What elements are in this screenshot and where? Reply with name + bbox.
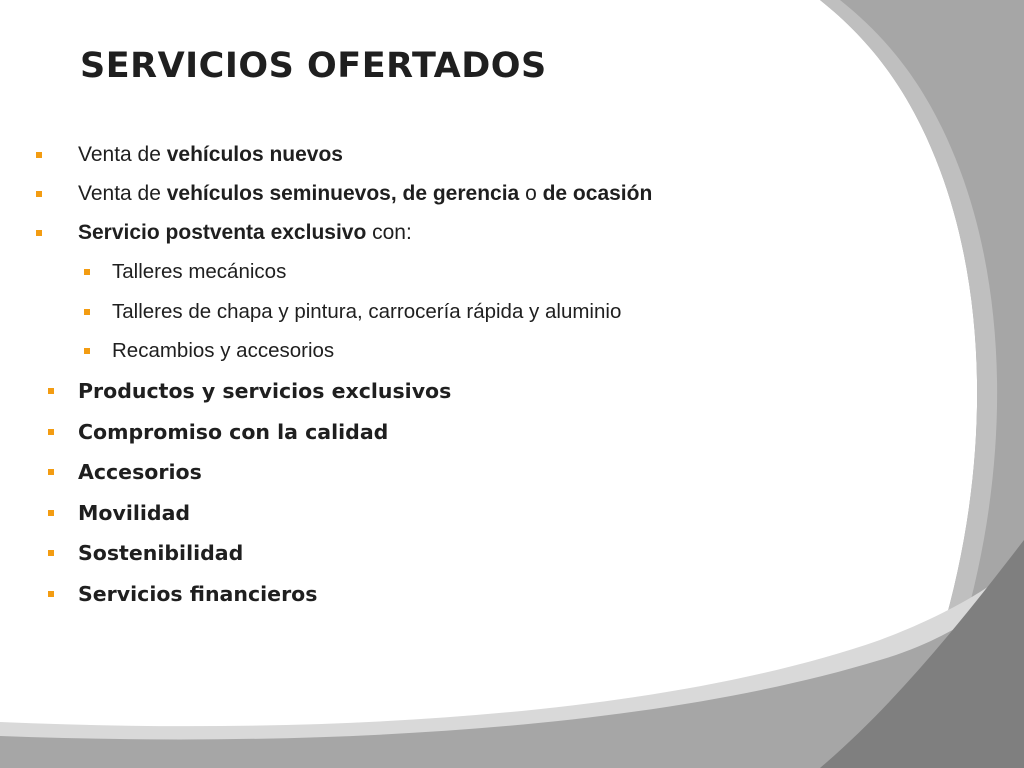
bullet-text: Venta de vehículos seminuevos, de gerencia o de ocasión bbox=[78, 182, 653, 205]
bullet-text: Servicios financieros bbox=[78, 582, 318, 606]
bullet-square-icon bbox=[48, 510, 54, 516]
bullet-text: Accesorios bbox=[78, 460, 202, 484]
bullet-item-servicios-financieros bbox=[78, 581, 317, 608]
sub-bullet-item-recambios bbox=[112, 338, 334, 364]
bullet-square-icon bbox=[48, 469, 54, 475]
bullet-item-vehiculos-nuevos bbox=[78, 142, 343, 168]
bullet-text: Servicio postventa exclusivo con: bbox=[78, 221, 412, 244]
bullet-square-icon bbox=[48, 550, 54, 556]
bullet-item-servicio-postventa bbox=[78, 220, 412, 246]
bullet-square-icon bbox=[48, 388, 54, 394]
bullet-text: Recambios y accesorios bbox=[112, 339, 335, 362]
bullet-text: Venta de vehículos nuevos bbox=[78, 143, 343, 166]
bullet-square-icon bbox=[84, 309, 90, 315]
bullet-text: Movilidad bbox=[78, 501, 191, 525]
bullet-square-icon bbox=[84, 348, 90, 354]
sub-bullet-item-talleres-chapa bbox=[112, 299, 621, 325]
bullet-square-icon bbox=[48, 591, 54, 597]
sub-bullet-item-talleres-mecanicos bbox=[112, 259, 286, 285]
bullet-text: Compromiso con la calidad bbox=[78, 420, 389, 444]
bullet-square-icon bbox=[36, 152, 42, 158]
bullet-text: Sostenibilidad bbox=[78, 541, 244, 565]
bullet-square-icon bbox=[84, 269, 90, 275]
bullet-item-vehiculos-seminuevos bbox=[78, 181, 652, 207]
bullet-item-movilidad bbox=[78, 500, 190, 527]
bullet-text: Talleres mecánicos bbox=[112, 260, 287, 283]
bullet-square-icon bbox=[36, 191, 42, 197]
bullet-item-productos-servicios bbox=[78, 378, 451, 405]
bullet-square-icon bbox=[48, 429, 54, 435]
bullet-item-sostenibilidad bbox=[78, 540, 243, 567]
bullet-item-accesorios bbox=[78, 459, 202, 486]
bullet-square-icon bbox=[36, 230, 42, 236]
bullet-item-compromiso-calidad bbox=[78, 419, 388, 446]
bullet-text: Talleres de chapa y pintura, carrocería rápida y aluminio bbox=[112, 300, 622, 323]
bullet-text: Productos y servicios exclusivos bbox=[78, 379, 452, 403]
slide-title: SERVICIOS OFERTADOS bbox=[80, 46, 547, 86]
